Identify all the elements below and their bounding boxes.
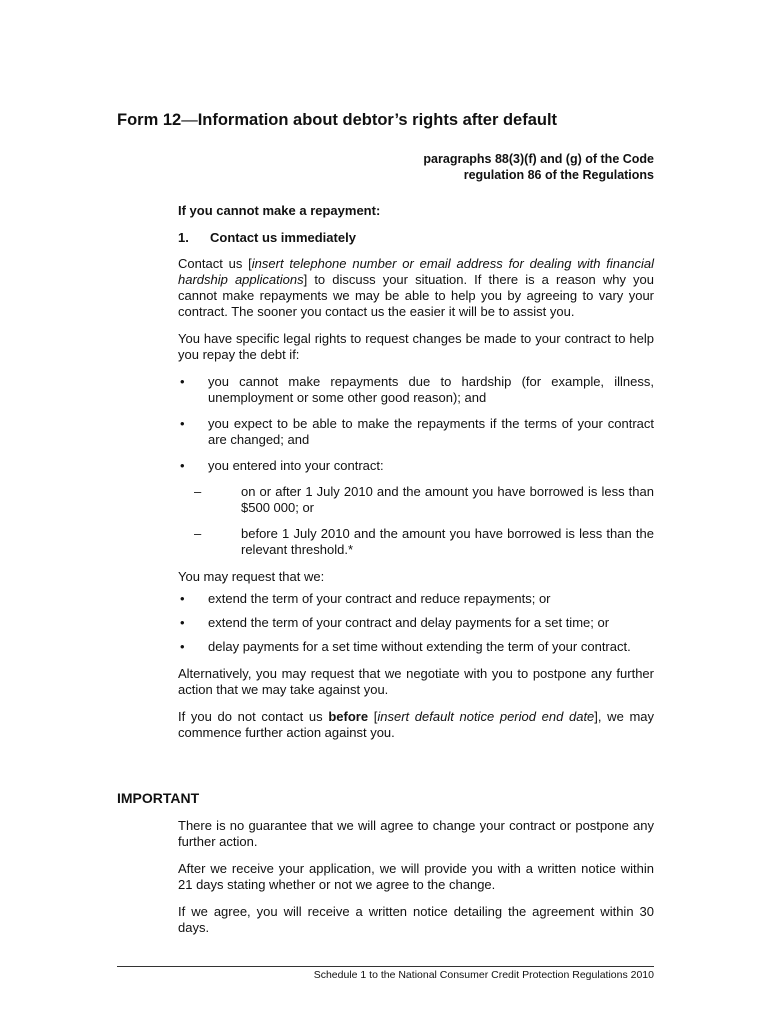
heading-text: Contact us immediately: [210, 230, 356, 245]
footer-divider: [117, 966, 654, 967]
deadline-text-b: [: [368, 709, 378, 724]
request-text: extend the term of your contract and delay payments for a set time; or: [208, 615, 610, 630]
request-intro: You may request that we:: [178, 569, 325, 584]
list-item: [178, 458, 654, 558]
conditions-list: [178, 374, 654, 558]
list-item: [178, 416, 654, 448]
bullet-icon: •: [180, 639, 185, 654]
main-body: [178, 203, 654, 752]
subconditions-list: [194, 484, 654, 558]
important-body: [178, 818, 654, 947]
contact-text-a: Contact us [: [178, 256, 252, 271]
contact-text-b: ] to discuss your situation. If there is a reason why you cannot make repayments we may be able to help you by agreeing to vary your contract. The sooner you contact us the easier it will be to assist you.: [178, 272, 655, 319]
important-heading: IMPORTANT: [117, 790, 200, 806]
reference-code: paragraphs 88(3)(f) and (g) of the Code: [423, 152, 654, 166]
deadline-paragraph: [178, 709, 654, 741]
list-item: [178, 374, 654, 406]
dash-icon: –: [194, 484, 202, 499]
dash-icon: –: [194, 526, 202, 541]
requests-list: [178, 591, 654, 655]
bullet-icon: •: [180, 416, 185, 431]
list-item: [178, 615, 654, 631]
guarantee-paragraph: There is no guarantee that we will agree to change your contract or postpone any further action.: [178, 818, 654, 849]
title-dash: —: [181, 111, 198, 129]
contact-placeholder: insert telephone number or email address for dealing with financial hardship applications: [178, 256, 654, 287]
page-footer: Schedule 1 to the National Consumer Credit Protection Regulations 2010: [313, 969, 654, 981]
bullet-icon: •: [180, 615, 185, 630]
subcondition-text: on or after 1 July 2010 and the amount you have borrowed is less than $500 000; or: [241, 484, 654, 515]
contact-paragraph: [178, 256, 654, 320]
form-title-text: Information about debtor’s rights after default: [197, 111, 558, 129]
bullet-icon: •: [180, 374, 185, 389]
reference-regulation: regulation 86 of the Regulations: [463, 168, 654, 182]
list-item: [178, 639, 654, 655]
numbered-heading: [178, 230, 654, 246]
deadline-before: before: [328, 709, 369, 724]
section-heading: If you cannot make a repayment:: [178, 203, 381, 218]
form-number: Form 12: [117, 111, 182, 129]
request-text: extend the term of your contract and reduce repayments; or: [208, 591, 551, 606]
rights-paragraph: You have specific legal rights to request changes be made to your contract to help you repay the debt if:: [178, 331, 654, 362]
condition-text: you cannot make repayments due to hardship (for example, illness, unemployment or some other good reason); and: [208, 374, 654, 405]
list-item: [194, 526, 654, 558]
deadline-placeholder: insert default notice period end date: [377, 709, 595, 724]
alternative-paragraph: Alternatively, you may request that we negotiate with you to postpone any further action that we may take against you.: [178, 666, 654, 697]
bullet-icon: •: [180, 458, 185, 473]
deadline-text-a: If you do not contact us: [178, 709, 329, 724]
condition-text: you expect to be able to make the repayments if the terms of your contract are changed; and: [208, 416, 654, 447]
subcondition-text: before 1 July 2010 and the amount you have borrowed is less than the relevant threshold.*: [241, 526, 654, 557]
agreement-paragraph: If we agree, you will receive a written notice detailing the agreement within 30 days.: [178, 904, 654, 935]
request-text: delay payments for a set time without extending the term of your contract.: [208, 639, 631, 654]
legal-references: [423, 151, 654, 183]
list-item: [178, 591, 654, 607]
list-item: [194, 484, 654, 516]
deadline-text-c: ], we may commence further action against you.: [178, 709, 655, 740]
notice-paragraph: After we receive your application, we will provide you with a written notice within 21 days stating whether or not we agree to the change.: [178, 861, 654, 892]
condition-text: you entered into your contract:: [208, 458, 384, 473]
bullet-icon: •: [180, 591, 185, 606]
form-title: [117, 110, 557, 130]
heading-number: 1.: [178, 230, 189, 245]
